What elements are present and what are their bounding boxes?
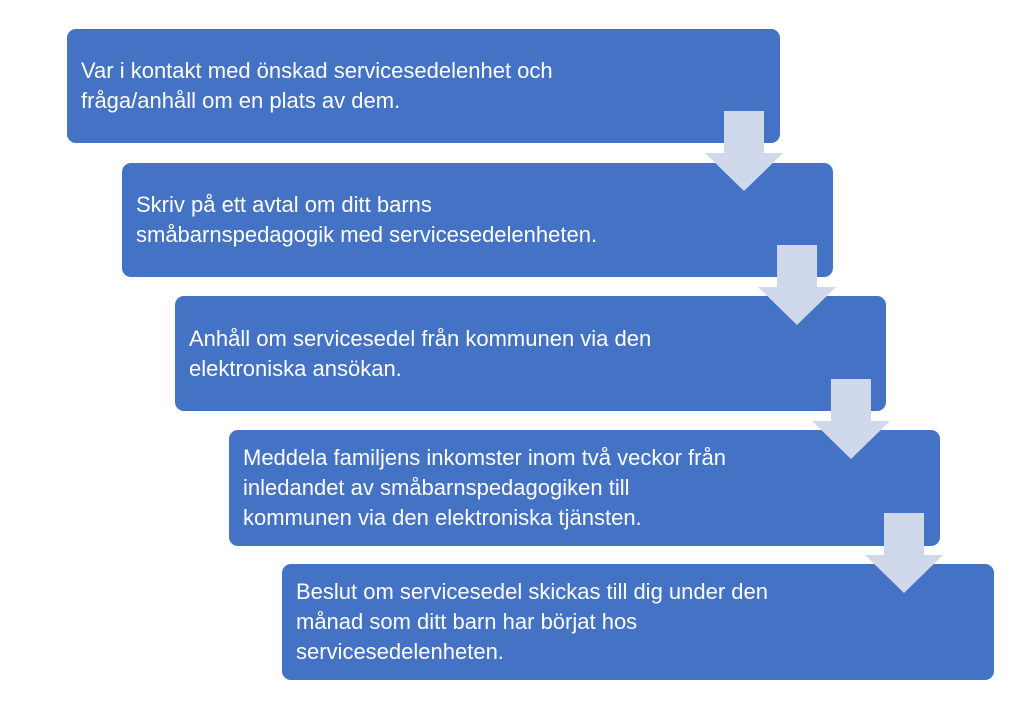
down-arrow-shape <box>758 245 836 325</box>
down-arrow-shape <box>705 111 783 191</box>
down-arrow-icon <box>705 111 783 191</box>
step-text-3: Anhåll om servicesedel från kommunen via den elektroniska ansökan. <box>189 325 652 381</box>
step-box-1 <box>67 29 780 143</box>
step-text-2: Skriv på ett avtal om ditt barns småbarnspedagogik med servicesedelenheten. <box>136 192 598 247</box>
down-arrow-icon <box>812 379 890 459</box>
step-text-4: Meddela familjens inkomster inom två veckor från inledandet av småbarnspedagogiken till kommunen via den elektroniska tjänsten. <box>243 445 726 530</box>
down-arrow-icon <box>758 245 836 325</box>
down-arrow-shape <box>865 513 943 593</box>
down-arrow-shape <box>812 379 890 459</box>
down-arrow-icon <box>865 513 943 593</box>
step-text-5: Beslut om servicesedel skickas till dig under den månad som ditt barn har börjat hos servicesedelenheten. <box>296 579 769 664</box>
step-text-1: Var i kontakt med önskad servicesedelenhet och fråga/anhåll om en plats av dem. <box>81 58 553 113</box>
